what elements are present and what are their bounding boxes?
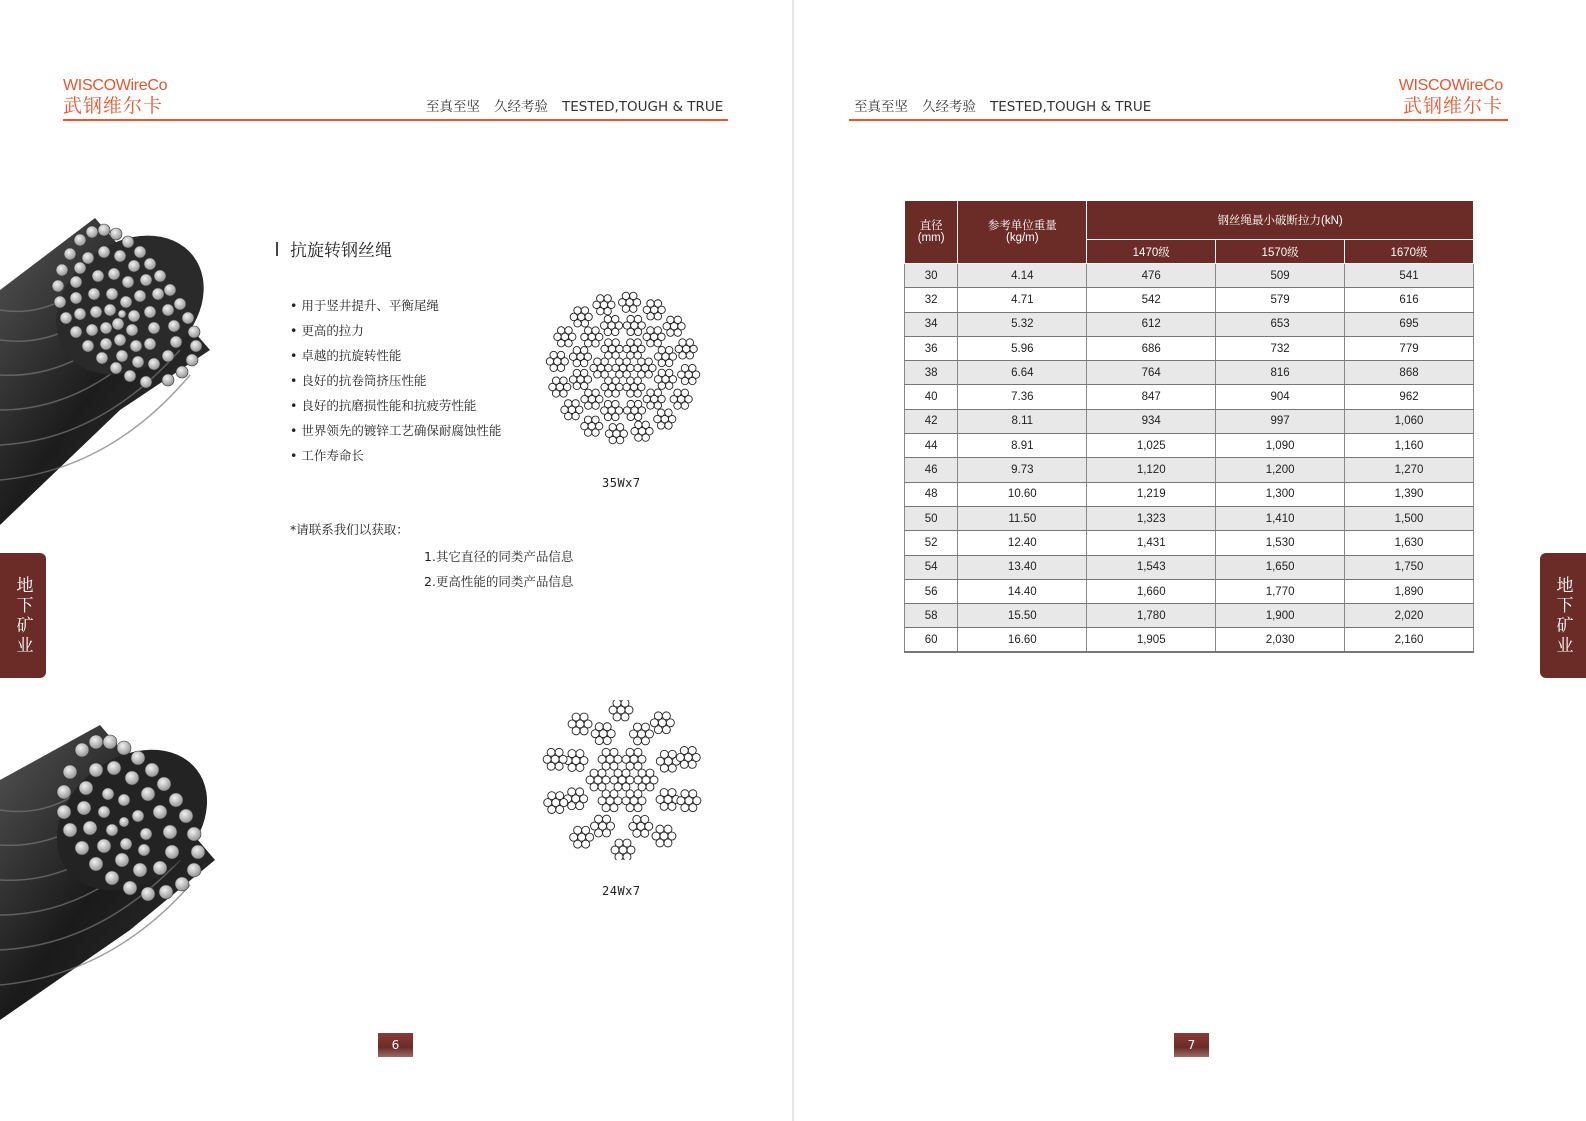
brand-logo bbox=[63, 78, 167, 116]
table-cell: 1,905 bbox=[1087, 628, 1216, 652]
slogan-en: TESTED,TOUGH & TRUE bbox=[990, 99, 1152, 115]
table-cell: 934 bbox=[1087, 409, 1216, 433]
table-row bbox=[905, 506, 1474, 530]
contact-list bbox=[424, 544, 573, 594]
table-row bbox=[905, 579, 1474, 603]
slogan-cn-2: 久经考验 bbox=[494, 99, 548, 115]
header-rule bbox=[63, 119, 728, 121]
table-row bbox=[905, 531, 1474, 555]
table-cell: 541 bbox=[1345, 264, 1474, 288]
table-row bbox=[905, 361, 1474, 385]
table-cell: 50 bbox=[905, 506, 958, 530]
table-cell: 2,020 bbox=[1345, 604, 1474, 628]
table-cell: 4.14 bbox=[958, 264, 1087, 288]
table-cell: 16.60 bbox=[958, 628, 1087, 652]
right-page bbox=[794, 0, 1586, 1121]
table-cell: 60 bbox=[905, 628, 958, 652]
brand-name-en: WISCOWireCo bbox=[1398, 77, 1503, 94]
feature-item: • 良好的抗磨损性能和抗疲劳性能 bbox=[290, 393, 501, 418]
slogan-cn-2: 久经考验 bbox=[922, 99, 976, 115]
contact-item: 1.其它直径的同类产品信息 bbox=[424, 549, 574, 564]
table-cell: 904 bbox=[1216, 385, 1345, 409]
table-cell: 2,160 bbox=[1345, 628, 1474, 652]
table-row bbox=[905, 555, 1474, 579]
table-cell: 1,630 bbox=[1345, 531, 1474, 555]
table-cell: 58 bbox=[905, 604, 958, 628]
page-number: 7 bbox=[1174, 1033, 1209, 1057]
table-row bbox=[905, 409, 1474, 433]
table-cell: 6.64 bbox=[958, 361, 1087, 385]
table-row bbox=[905, 604, 1474, 628]
table-cell: 9.73 bbox=[958, 458, 1087, 482]
table-cell: 1,300 bbox=[1216, 482, 1345, 506]
table-cell: 38 bbox=[905, 361, 958, 385]
brand-logo bbox=[1399, 78, 1503, 116]
table-cell: 868 bbox=[1345, 361, 1474, 385]
table-cell: 476 bbox=[1087, 264, 1216, 288]
cross-section-label: 24Wx7 bbox=[602, 884, 641, 898]
table-cell: 13.40 bbox=[958, 555, 1087, 579]
table-cell: 48 bbox=[905, 482, 958, 506]
table-cell: 1,090 bbox=[1216, 434, 1345, 458]
table-cell: 1,025 bbox=[1087, 434, 1216, 458]
table-cell: 11.50 bbox=[958, 506, 1087, 530]
table-cell: 5.32 bbox=[958, 312, 1087, 336]
side-tab-label: 地下矿业 bbox=[12, 575, 33, 656]
table-cell: 764 bbox=[1087, 361, 1216, 385]
table-row bbox=[905, 264, 1474, 288]
table-cell: 1,890 bbox=[1345, 579, 1474, 603]
table-cell: 12.40 bbox=[958, 531, 1087, 555]
table-cell: 1,500 bbox=[1345, 506, 1474, 530]
table-cell: 1,660 bbox=[1087, 579, 1216, 603]
table-cell: 8.11 bbox=[958, 409, 1087, 433]
table-cell: 15.50 bbox=[958, 604, 1087, 628]
table-cell: 695 bbox=[1345, 312, 1474, 336]
table-cell: 10.60 bbox=[958, 482, 1087, 506]
table-row bbox=[905, 312, 1474, 336]
table-cell: 42 bbox=[905, 409, 958, 433]
table-cell: 732 bbox=[1216, 336, 1345, 360]
table-cell: 962 bbox=[1345, 385, 1474, 409]
side-tab bbox=[0, 553, 46, 678]
table-cell: 1,750 bbox=[1345, 555, 1474, 579]
rope-image bbox=[0, 720, 230, 1050]
col-header-grade: 1670级 bbox=[1345, 240, 1474, 264]
cross-section-label: 35Wx7 bbox=[602, 476, 641, 490]
col-header-group: 钢丝绳最小破断拉力(kN) bbox=[1087, 201, 1474, 240]
col-header-grade: 1470级 bbox=[1087, 240, 1216, 264]
table-cell: 56 bbox=[905, 579, 958, 603]
table-cell: 4.71 bbox=[958, 288, 1087, 312]
feature-item: • 卓越的抗旋转性能 bbox=[290, 343, 501, 368]
table-cell: 1,219 bbox=[1087, 482, 1216, 506]
col-header-diameter: 直径 (mm) bbox=[905, 201, 958, 264]
col-header-weight: 参考单位重量 (kg/m) bbox=[958, 201, 1087, 264]
left-page bbox=[0, 0, 792, 1121]
table-cell: 44 bbox=[905, 434, 958, 458]
section-title-text: 抗旋转钢丝绳 bbox=[290, 241, 392, 261]
table-cell: 1,200 bbox=[1216, 458, 1345, 482]
table-cell: 5.96 bbox=[958, 336, 1087, 360]
table-cell: 542 bbox=[1087, 288, 1216, 312]
slogan-en: TESTED,TOUGH & TRUE bbox=[562, 99, 724, 115]
table-cell: 1,120 bbox=[1087, 458, 1216, 482]
table-row bbox=[905, 288, 1474, 312]
table-cell: 36 bbox=[905, 336, 958, 360]
slogan bbox=[426, 95, 723, 115]
table-cell: 8.91 bbox=[958, 434, 1087, 458]
table-cell: 816 bbox=[1216, 361, 1345, 385]
spec-table bbox=[904, 200, 1474, 653]
brand-name-cn: 武钢维尔卡 bbox=[1402, 96, 1503, 117]
table-cell: 1,390 bbox=[1345, 482, 1474, 506]
table-cell: 612 bbox=[1087, 312, 1216, 336]
feature-list bbox=[290, 293, 501, 468]
col-header-grade: 1570级 bbox=[1216, 240, 1345, 264]
feature-item: • 良好的抗卷筒挤压性能 bbox=[290, 368, 501, 393]
feature-item: • 世界领先的镀锌工艺确保耐腐蚀性能 bbox=[290, 418, 501, 443]
table-cell: 1,270 bbox=[1345, 458, 1474, 482]
contact-item: 2.更高性能的同类产品信息 bbox=[424, 574, 574, 589]
slogan-cn-1: 至真至坚 bbox=[854, 99, 908, 115]
table-cell: 54 bbox=[905, 555, 958, 579]
table-cell: 509 bbox=[1216, 264, 1345, 288]
table-row bbox=[905, 628, 1474, 652]
slogan bbox=[854, 95, 1151, 115]
table-cell: 1,543 bbox=[1087, 555, 1216, 579]
table-cell: 1,431 bbox=[1087, 531, 1216, 555]
table-row bbox=[905, 385, 1474, 409]
table-cell: 1,530 bbox=[1216, 531, 1345, 555]
table-cell: 40 bbox=[905, 385, 958, 409]
title-bar bbox=[276, 242, 278, 256]
brand-name-en: WISCOWireCo bbox=[63, 77, 168, 94]
table-cell: 46 bbox=[905, 458, 958, 482]
feature-item: • 工作寿命长 bbox=[290, 443, 501, 468]
table-cell: 34 bbox=[905, 312, 958, 336]
table-cell: 1,900 bbox=[1216, 604, 1345, 628]
contact-note: *请联系我们以获取： bbox=[290, 522, 409, 537]
feature-item: • 更高的拉力 bbox=[290, 318, 501, 343]
brand-name-cn: 武钢维尔卡 bbox=[63, 96, 164, 117]
side-tab-label: 地下矿业 bbox=[1552, 575, 1573, 656]
side-tab bbox=[1540, 553, 1586, 678]
spec-table-body bbox=[905, 264, 1474, 653]
table-cell: 52 bbox=[905, 531, 958, 555]
table-cell: 579 bbox=[1216, 288, 1345, 312]
table-cell: 1,323 bbox=[1087, 506, 1216, 530]
rope-image bbox=[0, 200, 230, 530]
table-cell: 1,060 bbox=[1345, 409, 1474, 433]
table-cell: 1,770 bbox=[1216, 579, 1345, 603]
rope-cross-section-icon bbox=[543, 288, 703, 448]
table-cell: 7.36 bbox=[958, 385, 1087, 409]
header-rule bbox=[849, 119, 1508, 121]
page-number: 6 bbox=[378, 1033, 413, 1057]
table-cell: 779 bbox=[1345, 336, 1474, 360]
table-cell: 1,650 bbox=[1216, 555, 1345, 579]
section-title bbox=[276, 236, 392, 261]
table-row bbox=[905, 458, 1474, 482]
table-cell: 32 bbox=[905, 288, 958, 312]
table-row bbox=[905, 434, 1474, 458]
table-cell: 30 bbox=[905, 264, 958, 288]
table-cell: 1,410 bbox=[1216, 506, 1345, 530]
table-cell: 847 bbox=[1087, 385, 1216, 409]
rope-cross-section-icon bbox=[542, 700, 702, 860]
table-row bbox=[905, 482, 1474, 506]
table-row bbox=[905, 336, 1474, 360]
table-cell: 616 bbox=[1345, 288, 1474, 312]
table-cell: 997 bbox=[1216, 409, 1345, 433]
table-cell: 686 bbox=[1087, 336, 1216, 360]
table-cell: 2,030 bbox=[1216, 628, 1345, 652]
table-cell: 1,160 bbox=[1345, 434, 1474, 458]
table-cell: 653 bbox=[1216, 312, 1345, 336]
slogan-cn-1: 至真至坚 bbox=[426, 99, 480, 115]
feature-item: • 用于竖井提升、平衡尾绳 bbox=[290, 293, 501, 318]
table-cell: 14.40 bbox=[958, 579, 1087, 603]
table-cell: 1,780 bbox=[1087, 604, 1216, 628]
